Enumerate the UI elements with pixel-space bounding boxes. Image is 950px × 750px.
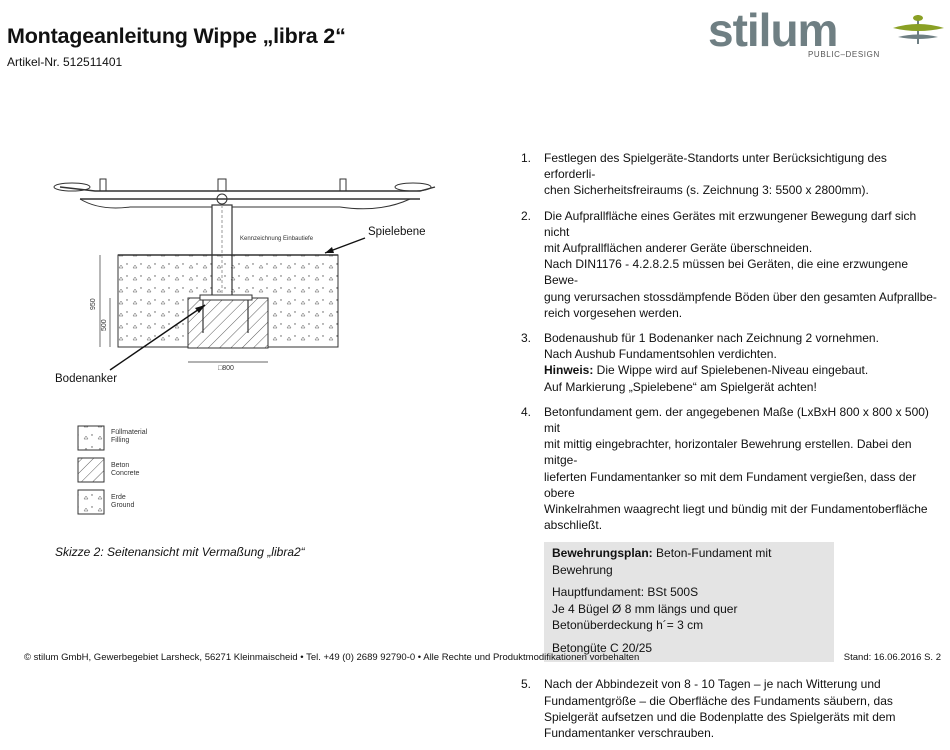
svg-text:Erde: Erde [111, 494, 126, 501]
depth-mark-label: Kennzeichnung Einbautiefe [240, 236, 314, 242]
step-number: 1. [521, 151, 532, 165]
step-1: 1. Festlegen des Spielgeräte-Standorts unter Berücksichtigung des erforderli- chen Sicherheitsfreiraums (s. Zeichnung 3: 5500 x 2800mm). [521, 151, 887, 198]
hint-line: Hinweis: Die Wippe wird auf Spielebenen-Niveau eingebaut. [544, 363, 869, 378]
step-5: 5. Nach der Abbindezeit von 8 - 10 Tagen – je nach Witterung und Fundamentgröße – die Oberfläche des Fundaments säubern, das Spielgerät aufsetzen und die Bodenplatte des Spielgeräts mit dem Fundamentanker verschrauben. [521, 677, 896, 741]
concrete-grade: Betongüte C 20/25 [552, 640, 653, 655]
logo-wordmark: stilum [708, 10, 838, 56]
installation-drawing [40, 165, 460, 395]
step-number: 3. [521, 331, 532, 346]
page-title: Montageanleitung Wippe „libra 2“ [7, 24, 346, 48]
dimension-950: 950 [90, 298, 97, 310]
rebar-plan-box: Bewehrungsplan: Beton-Fundament mit Bewehrung Hauptfundament: BSt 500S Je 4 Bügel Ø 8 mm längs und quer Betonüberdeckung h´= 3 cm Betongüte C 20/25 [544, 542, 834, 662]
svg-text:Filling: Filling [111, 437, 130, 444]
svg-text:Ground: Ground [111, 502, 135, 509]
dimension-500: 500 [101, 319, 108, 331]
stilum-logo [708, 10, 944, 66]
rebar-title: Bewehrungsplan: Beton-Fundament mit Bewehrung [552, 546, 772, 577]
leaf-icon [893, 15, 944, 44]
step-number: 2. [521, 208, 532, 223]
article-number: Artikel-Nr. 512511401 [7, 55, 123, 69]
step-4: 4. Betonfundament gem. der angegebenen Maße (LxBxH 800 x 800 x 500) mit mit mittig eingebrachter, horizontaler Bewehrung erstellen. Dabei den mitge- lieferten Fundamentanker so mit dem Fundament vergießen, dass der obere Winkelrahmen waagrecht liegt und bündig mit der Fundamentoberfläche abschließt. [521, 404, 929, 533]
step-number: 5. [521, 677, 532, 692]
figure-caption: Skizze 2: Seitenansicht mit Vermaßung „libra2“ [55, 545, 305, 559]
label-spielebene: Spielebene [368, 226, 426, 238]
material-legend [75, 420, 215, 520]
svg-text:Füllmaterial: Füllmaterial [111, 429, 148, 436]
footer-text: © stilum GmbH, Gewerbegebiet Larsheck, 56271 Kleinmaischeid • Tel. +49 (0) 2689 92790-0 • Alle Rechte und Produktmodifikationen vorbehalten [24, 652, 640, 663]
step-3: 3. Bodenaushub für 1 Bodenanker nach Zeichnung 2 vornehmen. Nach Aushub Fundamentsohlen verdichten. Hinweis: Die Wippe wird auf Spielebenen-Niveau eingebaut. Auf Markierung „Spielebene“ am Spielgerät achten! [521, 330, 939, 395]
label-bodenanker: Bodenanker [55, 373, 118, 385]
svg-text:Concrete: Concrete [111, 470, 140, 477]
legend-item-ground [78, 490, 134, 514]
arrowhead-spielebene [325, 247, 334, 253]
step-2: 2. Die Aufprallfläche eines Gerätes mit erzwungener Bewegung darf sich nicht mit Aufprallflächen anderer Geräte überschneiden. Nach DIN1176 - 4.2.8.2.5 müssen bei Geräten, die eine erzwungene Bewe- gung verursachen stossdämpfende Böden über den gesamten Aufprallbe- reich vorgesehen werden. [521, 208, 937, 320]
svg-text:Beton: Beton [111, 462, 130, 469]
ground-section [118, 255, 338, 348]
logo-tagline: PUBLIC–DESIGN [808, 50, 880, 59]
legend-item-filling [78, 426, 148, 450]
step-number: 4. [521, 404, 532, 419]
legend-item-concrete [78, 458, 140, 482]
hint-label: Hinweis: [544, 363, 594, 378]
footer-stand: Stand: 16.06.2016 S. 2 [843, 652, 941, 663]
dimension-800: □800 [218, 365, 234, 372]
seesaw-beam [54, 179, 435, 209]
